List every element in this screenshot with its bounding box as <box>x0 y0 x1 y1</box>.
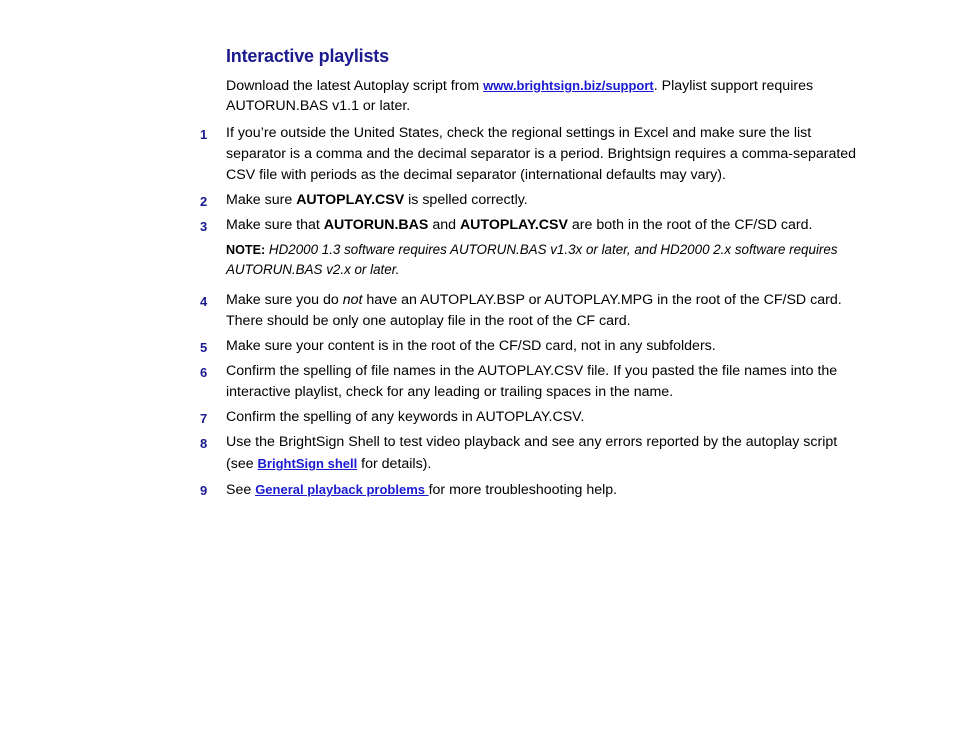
step-text: have an AUTOPLAY.BSP or AUTOPLAY.MPG in the root of the CF/SD card. There should be only one autoplay file in the root of the CF card. <box>226 292 842 329</box>
section-heading: Interactive playlists <box>226 46 389 66</box>
step-text: Make sure your content is in the root of the CF/SD card, not in any subfolders. <box>226 338 716 354</box>
list-item-step-5 <box>196 336 860 357</box>
step-text: Make sure <box>226 192 297 208</box>
step-text: for more troubleshooting help. <box>428 482 618 498</box>
step-text: Confirm the spelling of any keywords in AUTOPLAY.CSV. <box>226 409 585 425</box>
list-item-step-3 <box>196 215 860 236</box>
emphasis-not: not <box>342 292 363 308</box>
step-text: Make sure you do <box>226 292 343 308</box>
step-number: 2 <box>200 194 208 209</box>
list-item-step-6 <box>196 361 860 403</box>
filename-autorun-bas: AUTORUN.BAS <box>323 217 429 233</box>
step-text: Make sure that <box>226 217 324 233</box>
filename-autoplay-csv: AUTOPLAY.CSV <box>296 192 405 208</box>
list-item-step-7 <box>196 407 860 428</box>
step-text: If you’re outside the United States, check the regional settings in Excel and make sure the list separator is a comma and the decimal separator is a period. Brightsign requires a comma-separated CSV file with periods as the decimal separator (international defaults may vary). <box>226 125 857 183</box>
list-item-step-1 <box>196 123 860 186</box>
step-number: 9 <box>200 483 208 498</box>
step-number: 7 <box>200 411 208 426</box>
intro-text-start: Download the latest Autoplay script from <box>226 78 484 94</box>
step-number: 5 <box>200 340 208 355</box>
step-number: 8 <box>200 436 208 451</box>
intro-text-end: . Playlist support requires AUTORUN.BAS v1.1 or later. <box>226 78 814 114</box>
troubleshooting-steps-list <box>196 123 860 505</box>
general-playback-problems-link[interactable]: General playback problems <box>255 482 429 497</box>
list-item-step-2 <box>196 190 860 211</box>
step-text: is spelled correctly. <box>404 192 528 208</box>
step-number: 4 <box>200 294 208 309</box>
list-item-step-8 <box>196 432 860 475</box>
step-number: 6 <box>200 365 208 380</box>
step-text: Confirm the spelling of file names in the AUTOPLAY.CSV file. If you pasted the file names into the interactive playlist, check for any leading or trailing spaces in the name. <box>226 363 838 400</box>
step-number: 3 <box>200 219 208 234</box>
step-text: and <box>428 217 460 233</box>
brightsign-support-link[interactable]: www.brightsign.biz/support <box>483 78 654 93</box>
intro-paragraph <box>226 76 836 116</box>
note-block <box>196 240 860 280</box>
list-item-step-4 <box>196 290 860 332</box>
step-number: 1 <box>200 127 208 142</box>
step-text: for details). <box>357 456 432 472</box>
note-text: HD2000 1.3 software requires AUTORUN.BAS v1.3x or later, and HD2000 2.x software requires AUTORUN.BAS v2.x or later. <box>226 242 838 277</box>
step-text: are both in the root of the CF/SD card. <box>567 217 813 233</box>
list-item-step-9 <box>196 479 860 501</box>
brightsign-shell-link[interactable]: BrightSign shell <box>257 456 358 471</box>
note-label: NOTE: <box>226 243 266 257</box>
step-text: Use the BrightSign Shell to test video playback and see any errors reported by the autoplay script (see <box>226 434 838 472</box>
filename-autoplay-csv: AUTOPLAY.CSV <box>459 217 568 233</box>
step-text: See <box>226 482 256 498</box>
